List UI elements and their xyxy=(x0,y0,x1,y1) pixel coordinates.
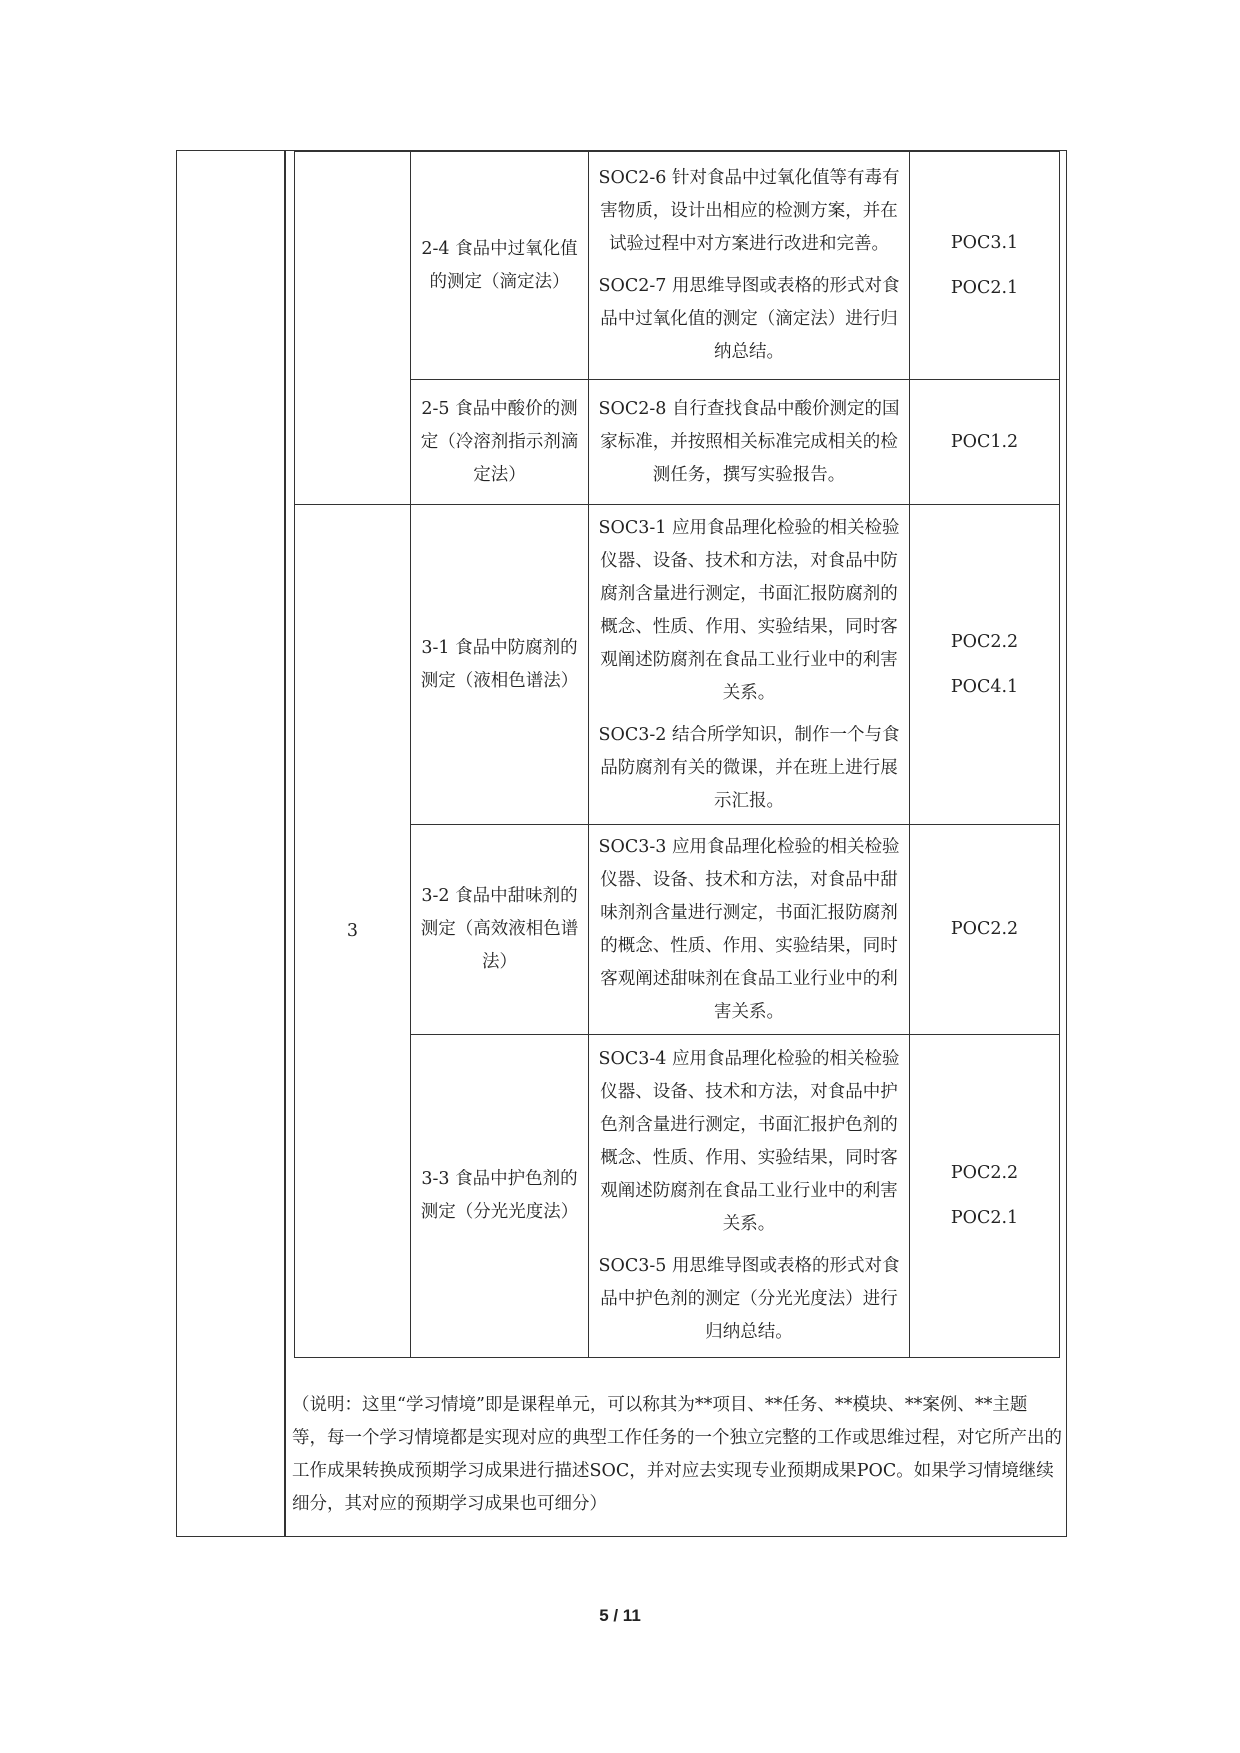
soc-item: SOC2-7 用思维导图或表格的形式对食品中过氧化值的测定（滴定法）进行归纳总结。 xyxy=(598,276,900,362)
poc-cell xyxy=(910,1035,1060,1358)
poc-cell xyxy=(910,825,1060,1035)
soc-item: SOC3-2 结合所学知识，制作一个与食品防腐剂有关的微课，并在班上进行展示汇报。 xyxy=(598,724,900,811)
poc-cell xyxy=(910,380,1060,505)
page-number: 5 / 11 xyxy=(599,1606,641,1625)
soc-cell xyxy=(589,152,910,380)
soc-item: SOC2-8 自行查找食品中酸价测定的国家标准，并按照相关标准完成相关的检测任务，撰写实验报告。 xyxy=(598,398,900,485)
soc-item: SOC2-6 针对食品中过氧化值等有毒有害物质，设计出相应的检测方案，并在试验过程中对方案进行改进和完善。 xyxy=(598,168,900,254)
outer-table xyxy=(176,150,1067,1537)
task-cell: 3-3 食品中护色剂的测定（分光光度法） xyxy=(411,1035,589,1358)
task-cell: 3-2 食品中甜味剂的测定（高效液相色谱法） xyxy=(411,825,589,1035)
unit-cell-empty xyxy=(295,152,411,505)
soc-cell xyxy=(589,825,910,1035)
unit-cell: 3 xyxy=(295,505,411,1358)
poc-item: POC2.1 xyxy=(950,1208,1019,1228)
soc-cell xyxy=(589,380,910,505)
poc-item: POC2.2 xyxy=(950,1163,1019,1183)
poc-item: POC2.2 xyxy=(950,631,1019,652)
poc-item: POC2.2 xyxy=(950,919,1019,939)
poc-item: POC2.1 xyxy=(950,277,1019,298)
explanatory-note: （说明：这里“学习情境”即是课程单元，可以称其为**项目、**任务、**模块、**案例、**主题等，每一个学习情境都是实现对应的典型工作任务的一个独立完整的工作或思维过程，对它所产出的工作成果转换成预期学习成果进行描述SOC，并对应去实现专业预期成果POC。如果学习情境继续细分，其对应的预期学习成果也可细分） xyxy=(292,1395,1062,1514)
soc-item: SOC3-1 应用食品理化检验的相关检验仪器、设备、技术和方法，对食品中防腐剂含量进行测定，书面汇报防腐剂的概念、性质、作用、实验结果，同时客观阐述防腐剂在食品工业行业中的利害关系。 xyxy=(598,517,900,703)
poc-cell xyxy=(910,152,1060,380)
soc-item: SOC3-5 用思维导图或表格的形式对食品中护色剂的测定（分光光度法）进行归纳总结。 xyxy=(598,1256,900,1342)
soc-item: SOC3-3 应用食品理化检验的相关检验仪器、设备、技术和方法，对食品中甜味剂剂含量进行测定，书面汇报防腐剂的概念、性质、作用、实验结果，同时客观阐述甜味剂在食品工业行业中的利害关系。 xyxy=(598,836,900,1022)
poc-item: POC4.1 xyxy=(950,676,1019,697)
poc-item: POC3.1 xyxy=(950,232,1019,253)
task-cell: 2-4 食品中过氧化值的测定（滴定法） xyxy=(411,152,589,380)
poc-cell xyxy=(910,505,1060,825)
soc-cell xyxy=(589,1035,910,1358)
poc-item: POC1.2 xyxy=(950,431,1019,452)
soc-cell xyxy=(589,505,910,825)
column-divider xyxy=(284,151,286,1536)
soc-item: SOC3-4 应用食品理化检验的相关检验仪器、设备、技术和方法，对食品中护色剂含量进行测定，书面汇报护色剂的概念、性质、作用、实验结果，同时客观阐述防腐剂在食品工业行业中的利害关系。 xyxy=(598,1049,900,1234)
table-row xyxy=(295,152,1060,380)
task-cell: 2-5 食品中酸价的测定（冷溶剂指示剂滴定法） xyxy=(411,380,589,505)
table-row xyxy=(295,505,1060,825)
learning-outcomes-table xyxy=(294,151,1060,1358)
task-cell: 3-1 食品中防腐剂的测定（液相色谱法） xyxy=(411,505,589,825)
